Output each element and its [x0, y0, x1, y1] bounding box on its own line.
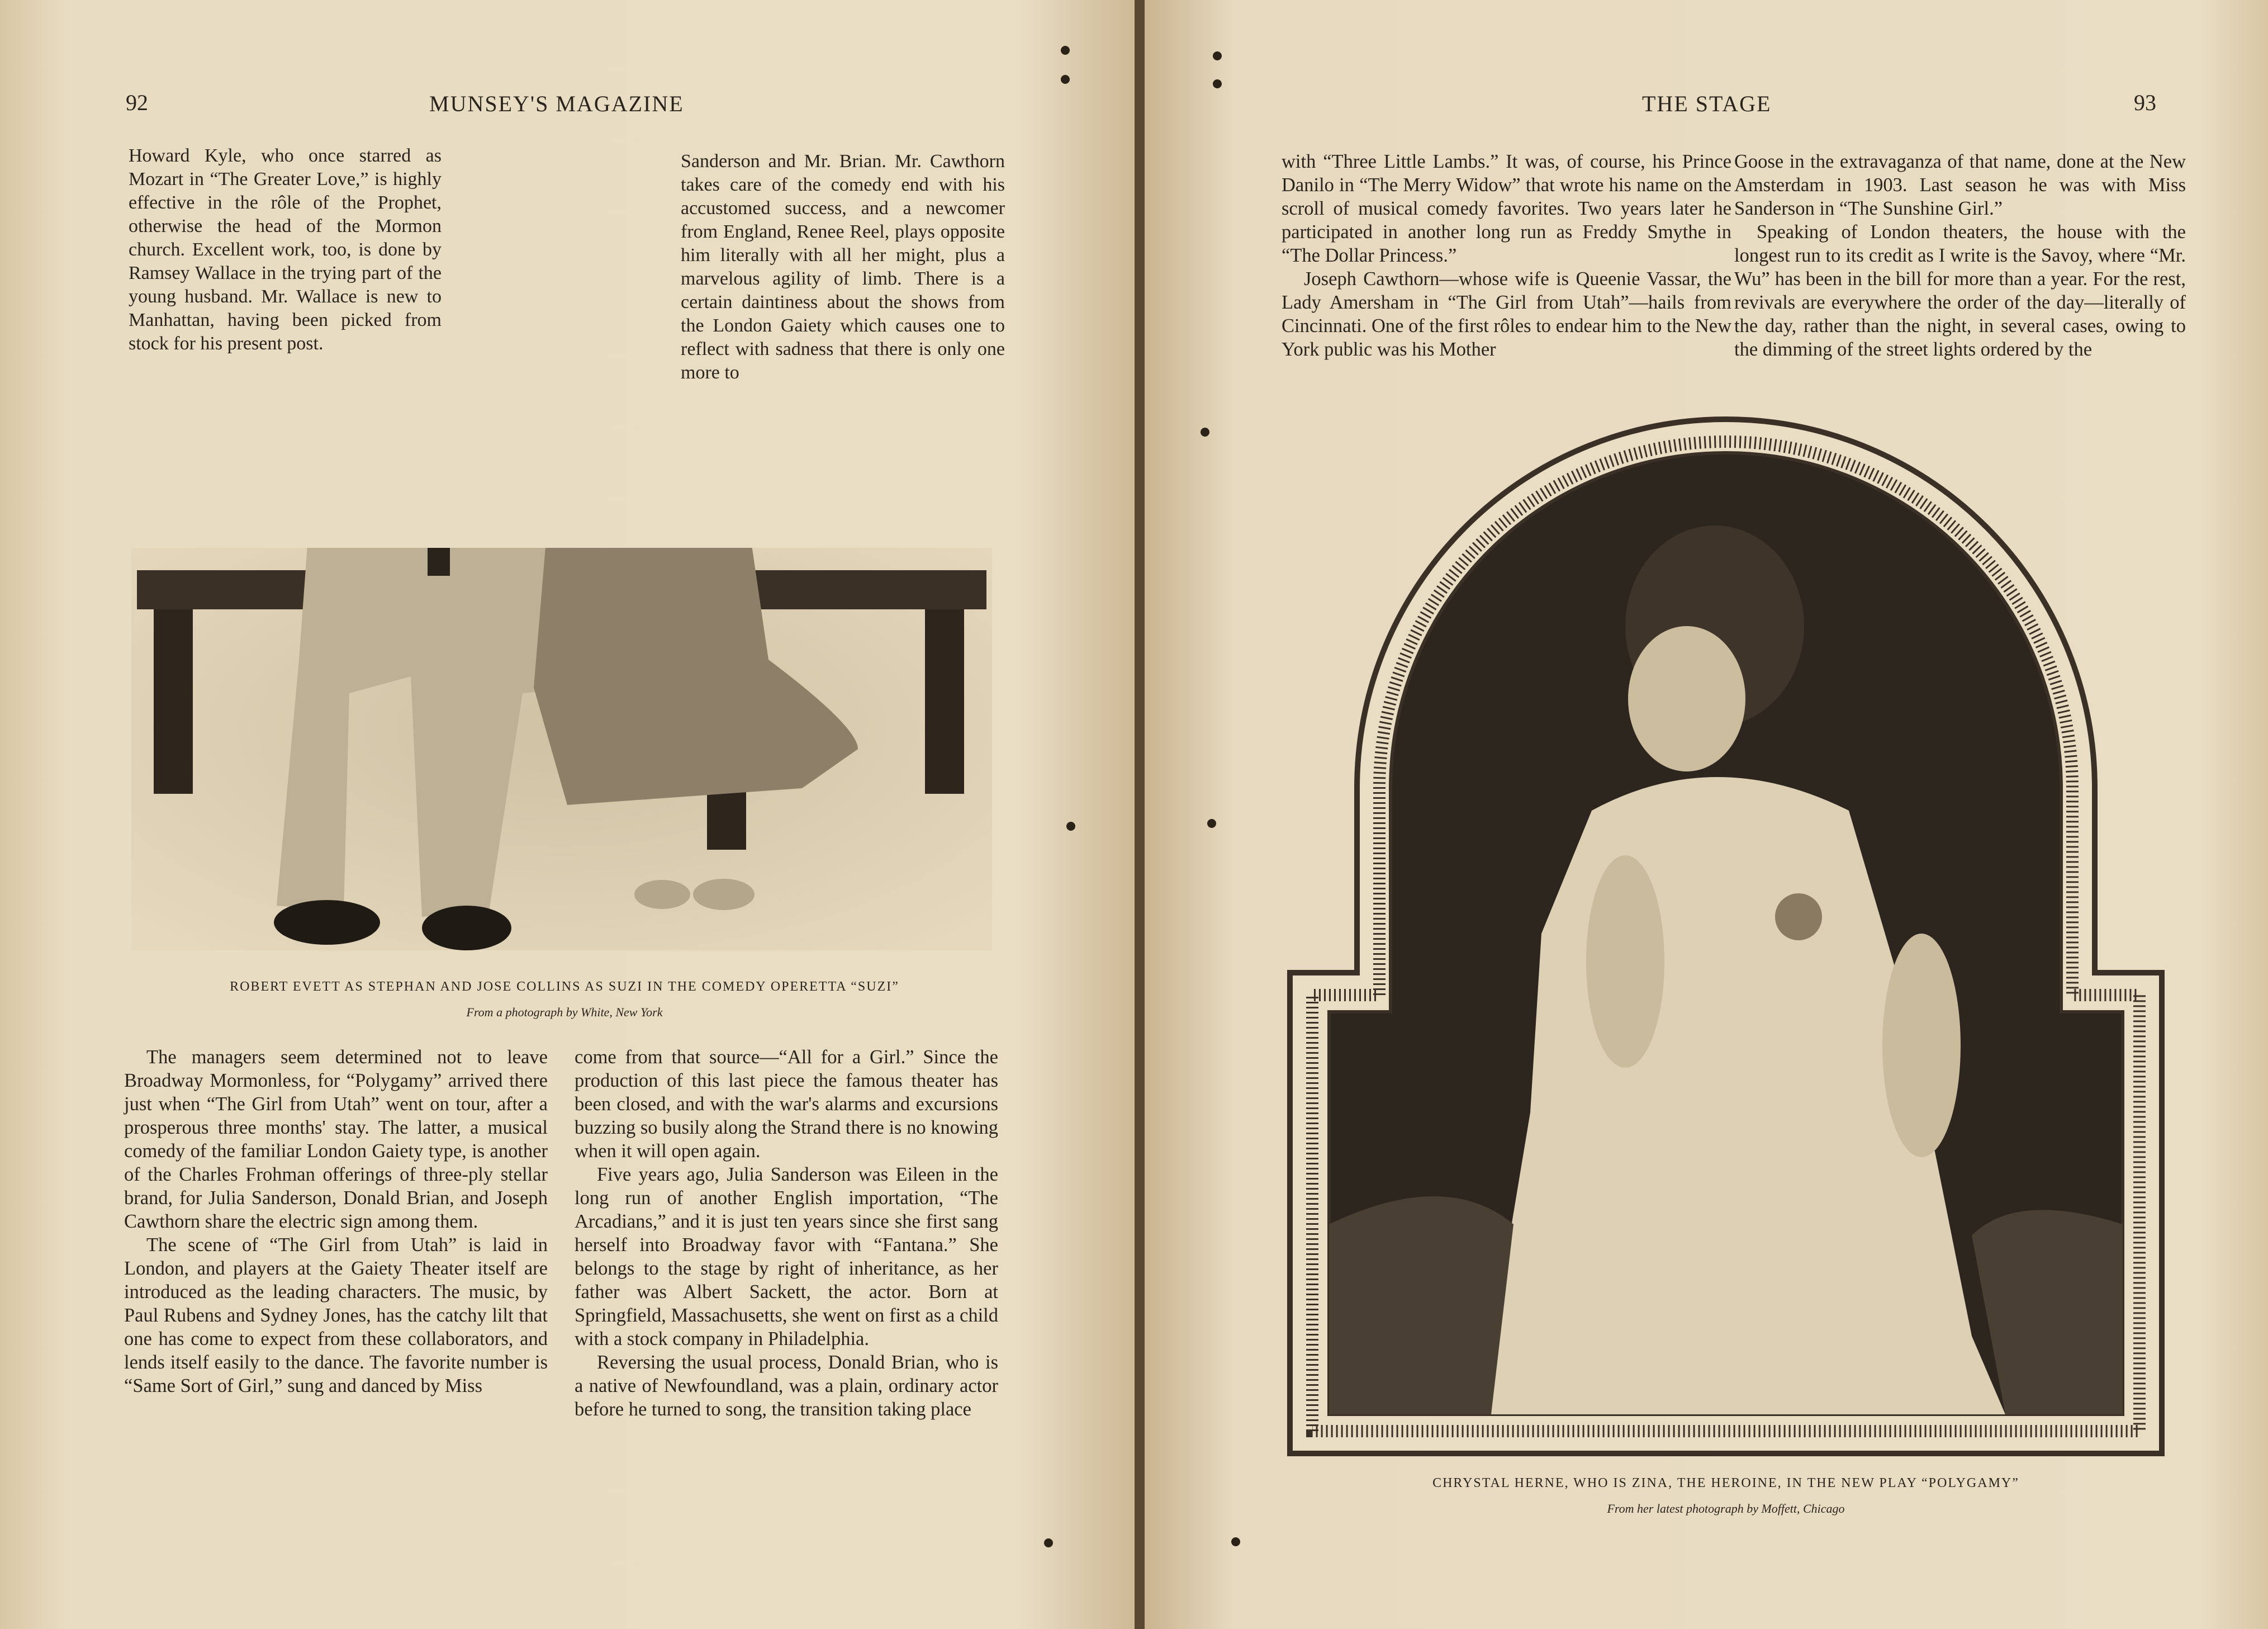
right-page-number: 93	[2134, 90, 2156, 115]
woman-shoe	[693, 879, 755, 910]
man-tie	[428, 548, 450, 576]
woman-arm	[1586, 855, 1664, 1068]
binding-hole	[1061, 75, 1070, 84]
binding-hole	[1066, 822, 1075, 831]
right-page	[1145, 0, 2268, 1629]
binding-hole	[1207, 819, 1216, 828]
paragraph: Speaking of London theaters, the house with the longest run to its credit as I write is the Savoy, where “Mr. Wu” has been in the bill for more than a year. For the rest, revivals are everywhere the order of the day—literally of the day, rather than the night, in several cases, owing to the dimming of the street lights ordered by the	[1734, 221, 2186, 360]
bench-leg	[925, 609, 964, 794]
woman-shoe	[634, 880, 690, 909]
upper-right-text	[681, 150, 1005, 385]
man-shoe	[274, 900, 380, 945]
couple-photo	[131, 548, 992, 950]
left-page-number: 92	[126, 90, 148, 115]
paragraph: with “Three Little Lambs.” It was, of course, his Prince Danilo in “The Merry Widow” that wrote his name on the scroll of musical comedy favorites. Two years later he participated in another long run as Freddy Smythe in “The Dollar Princess.”	[1282, 151, 1731, 266]
upper-left-text	[129, 144, 442, 356]
binding-hole	[1044, 1538, 1053, 1547]
right-column-2	[1734, 150, 2186, 361]
paragraph: come from that source—“All for a Girl.” Since the production of this last piece the famous theater has been closed, and with the war's alarms and excursions buzzing so busily along the Strand there is no knowing when it will open again.	[575, 1046, 998, 1162]
upper-left-paragraph: Howard Kyle, who once starred as Mozart in “The Greater Love,” is highly effective in the rôle of the Prophet, otherwise the head of the Mormon church. Excellent work, too, is done by Ramsey Wallace in the trying part of the young husband. Mr. Wallace is new to Manhattan, having been picked from stock for his present post.	[129, 145, 442, 354]
binding-hole	[1213, 79, 1222, 88]
paragraph: Five years ago, Julia Sanderson was Eileen in the long run of another English importation, “The Arcadians,” and it is just ten years since she first sang herself into Broadway favor with “Fantana.” She belongs to the stage by right of inheritance, as her father was Albert Sackett, the actor. Born at Springfield, Massachusetts, she went on first as a child with a stock company in Philadelphia.	[575, 1164, 998, 1349]
woman-arm	[1882, 934, 1961, 1157]
binding-hole	[1213, 51, 1222, 60]
binding-hole	[1061, 46, 1070, 55]
right-photo-credit: From her latest photograph by Moffett, Chicago	[1607, 1502, 1845, 1516]
left-photo-caption: ROBERT EVETT AS STEPHAN AND JOSE COLLINS AS SUZI IN THE COMEDY OPERETTA “SUZI”	[230, 979, 899, 994]
binding-hole	[1201, 428, 1209, 437]
portrait-photo-frame	[1279, 386, 2173, 1470]
right-column-1	[1282, 150, 1731, 361]
paragraph: Joseph Cawthorn—whose wife is Queenie Vassar, the Lady Amersham in “The Girl from Utah”—hails from Cincinnati. One of the first rôles to endear him to the New York public was his Mother	[1282, 268, 1731, 360]
paragraph: Reversing the usual process, Donald Brian, who is a native of Newfoundland, was a plain, ordinary actor before he turned to song, the transition taking place	[575, 1352, 998, 1420]
lower-right-column	[575, 1045, 998, 1421]
right-photo-caption: CHRYSTAL HERNE, WHO IS ZINA, THE HEROINE, IN THE NEW PLAY “POLYGAMY”	[1432, 1476, 2019, 1490]
paragraph: The scene of “The Girl from Utah” is laid in London, and players at the Gaiety Theater itself are introduced as the leading characters. The music, by Paul Rubens and Sydney Jones, has the catchy lilt that one has come to expect from these collaborators, and lends itself easily to the dance. The favorite number is “Same Sort of Girl,” sung and danced by Miss	[124, 1234, 548, 1396]
book-gutter	[1135, 0, 1145, 1629]
right-running-head: THE STAGE	[1642, 91, 1772, 116]
corsage	[1775, 893, 1822, 940]
left-running-head: MUNSEY'S MAGAZINE	[429, 91, 684, 116]
bench-leg	[154, 609, 193, 794]
binding-hole	[1231, 1537, 1240, 1546]
woman-face	[1628, 626, 1745, 771]
paragraph: Goose in the extravaganza of that name, done at the New Amsterdam in 1903. Last season he was with Miss Sanderson in “The Sunshine Girl.”	[1734, 151, 2186, 219]
chair-left	[1329, 1196, 1513, 1414]
left-photo-credit: From a photograph by White, New York	[466, 1005, 663, 1019]
lower-left-column	[124, 1045, 548, 1398]
upper-right-paragraph: Sanderson and Mr. Brian. Mr. Cawthorn takes care of the comedy end with his accustomed success, and a newcomer from England, Renee Reel, plays opposite him literally with all her might, plus a marvelous agility of limb. There is a certain daintiness about the shows from the London Gaiety which causes one to reflect with sadness that there is only one more to	[681, 151, 1005, 383]
man-shoe	[422, 906, 511, 950]
paragraph: The managers seem determined not to leave Broadway Mormonless, for “Polygamy” arrived there just when “The Girl from Utah” went on tour, after a prosperous three months' stay. The latter, a musical comedy of the familiar London Gaiety type, is another of the Charles Frohman offerings of three-ply stellar brand, for Julia Sanderson, Donald Brian, and Joseph Cawthorn share the electric sign among them.	[124, 1046, 548, 1232]
